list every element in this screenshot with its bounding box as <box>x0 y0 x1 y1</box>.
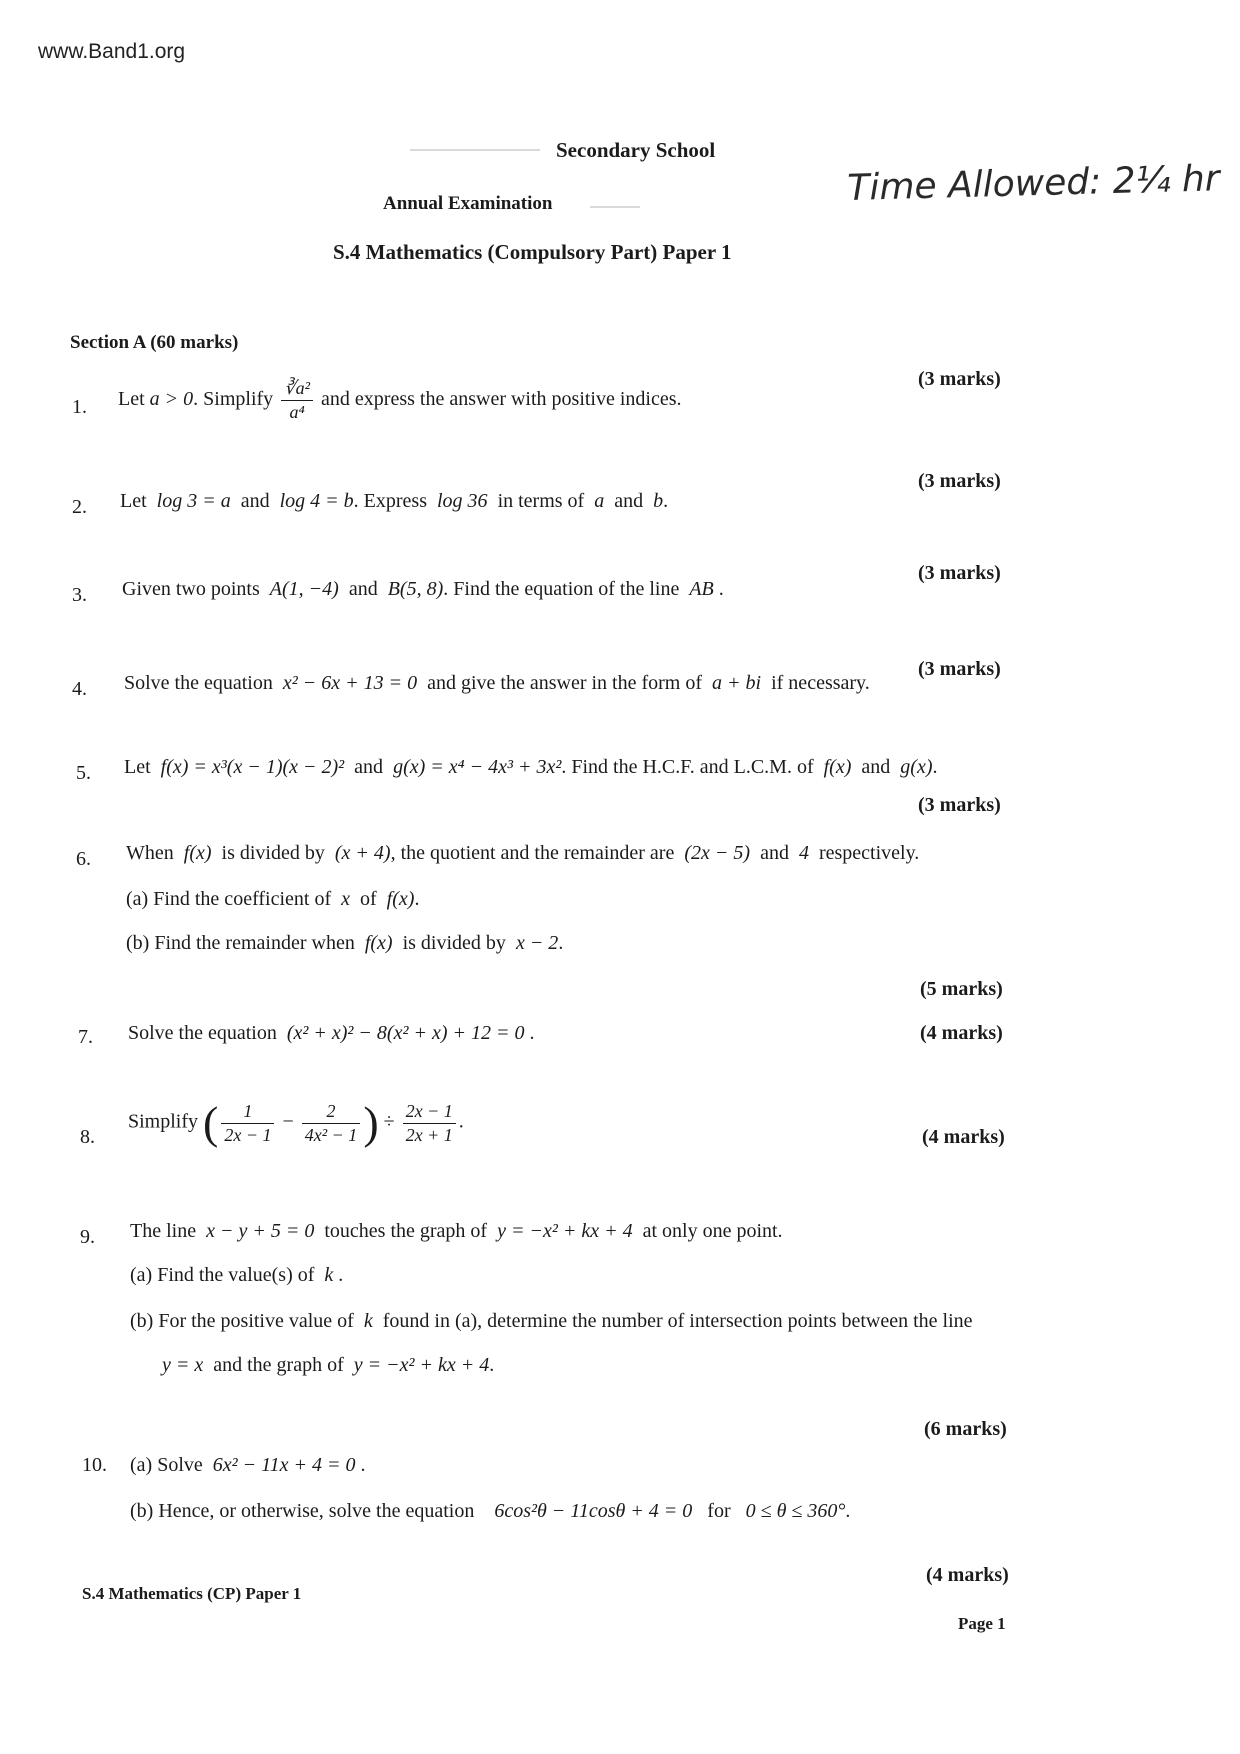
question-9-text: The line x − y + 5 = 0 touches the graph of y = −x² + kx + 4 at only one point. <box>130 1220 783 1242</box>
marks-label: (3 marks) <box>918 658 1001 680</box>
question-number: 10. <box>82 1454 107 1476</box>
fraction: $\frac{\text{∛a²}}{\text{a⁴}}$ <box>281 378 313 423</box>
question-number: 3. <box>72 584 87 606</box>
question-number: 6. <box>76 848 91 870</box>
question-4-text: Solve the equation x² − 6x + 13 = 0 and give the answer in the form of a + bi if necessary. <box>124 672 870 694</box>
question-number: 1. <box>72 396 87 418</box>
question-9b-continued: y = x and the graph of y = −x² + kx + 4. <box>162 1354 495 1376</box>
question-number: 4. <box>72 678 87 700</box>
question-8-text: Simplify ( $\frac{1}{2x - 1}$ − $\frac{2}{\text{4x² − 1}}$ ) ÷ $\frac{2x - 1}{2x + 1}$ . <box>128 1097 464 1148</box>
marks-label: (3 marks) <box>918 562 1001 584</box>
fraction: $\frac{2x - 1}{2x + 1}$ <box>403 1101 456 1146</box>
marks-label: (4 marks) <box>922 1126 1005 1148</box>
question-6-text: When f(x) is divided by (x + 4), the quotient and the remainder are (2x − 5) and 4 respectively. <box>126 842 920 864</box>
question-7-text: Solve the equation (x² + x)² − 8(x² + x) + 12 = 0 . <box>128 1022 535 1044</box>
question-3-text: Given two points A(1, −4) and B(5, 8). Find the equation of the line AB . <box>122 578 724 600</box>
question-number: 7. <box>78 1026 93 1048</box>
school-name: Secondary School <box>556 138 716 162</box>
question-number: 8. <box>80 1126 95 1148</box>
marks-label: (5 marks) <box>920 978 1003 1000</box>
question-1-text: Let a > 0. Simplify $\frac{\text{∛a²}}{\text{a⁴}}$ and express the answer with positive indices. <box>118 378 682 422</box>
redacted-school-name <box>410 149 540 151</box>
fraction: $\frac{2}{\text{4x² − 1}}$ <box>302 1101 361 1146</box>
paper-title: S.4 Mathematics (Compulsory Part) Paper 1 <box>333 240 732 264</box>
question-10b-text: (b) Hence, or otherwise, solve the equation 6cos²θ − 11cosθ + 4 = 0 for 0 ≤ θ ≤ 360°. <box>130 1500 851 1522</box>
section-title: Section A (60 marks) <box>70 332 239 353</box>
marks-label: (3 marks) <box>918 368 1001 390</box>
question-number: 9. <box>80 1226 95 1248</box>
marks-label: (4 marks) <box>920 1022 1003 1044</box>
marks-label: (6 marks) <box>924 1418 1007 1440</box>
page-number: Page 1 <box>958 1614 1006 1633</box>
right-parenthesis: ) <box>363 1097 379 1148</box>
watermark-text: www.Band1.org <box>38 40 186 63</box>
question-6a-text: (a) Find the coefficient of x of f(x). <box>126 888 420 910</box>
marks-label: (3 marks) <box>918 794 1001 816</box>
redacted-year <box>590 206 640 208</box>
question-number: 2. <box>72 496 87 518</box>
question-2-text: Let log 3 = a and log 4 = b. Express log 36 in terms of a and b. <box>120 490 669 512</box>
question-number: 5. <box>76 762 91 784</box>
footer-paper-name: S.4 Mathematics (CP) Paper 1 <box>82 1584 302 1603</box>
marks-label: (4 marks) <box>926 1564 1009 1586</box>
handwritten-time-allowed: Time Allowed: 2¼ hr <box>846 158 1221 209</box>
marks-label: (3 marks) <box>918 470 1001 492</box>
fraction: $\frac{1}{2x - 1}$ <box>221 1101 274 1146</box>
question-6b-text: (b) Find the remainder when f(x) is divided by x − 2. <box>126 932 564 954</box>
exam-title: Annual Examination <box>383 193 553 214</box>
question-5-text: Let f(x) = x³(x − 1)(x − 2)² and g(x) = x⁴ − 4x³ + 3x². Find the H.C.F. and L.C.M. of f(x) and g(x). <box>124 756 938 778</box>
question-10a-text: (a) Solve 6x² − 11x + 4 = 0 . <box>130 1454 366 1476</box>
left-parenthesis: ( <box>203 1097 219 1148</box>
question-9b-text: (b) For the positive value of k found in (a), determine the number of intersection points between the line <box>130 1310 973 1332</box>
question-9a-text: (a) Find the value(s) of k . <box>130 1264 344 1286</box>
